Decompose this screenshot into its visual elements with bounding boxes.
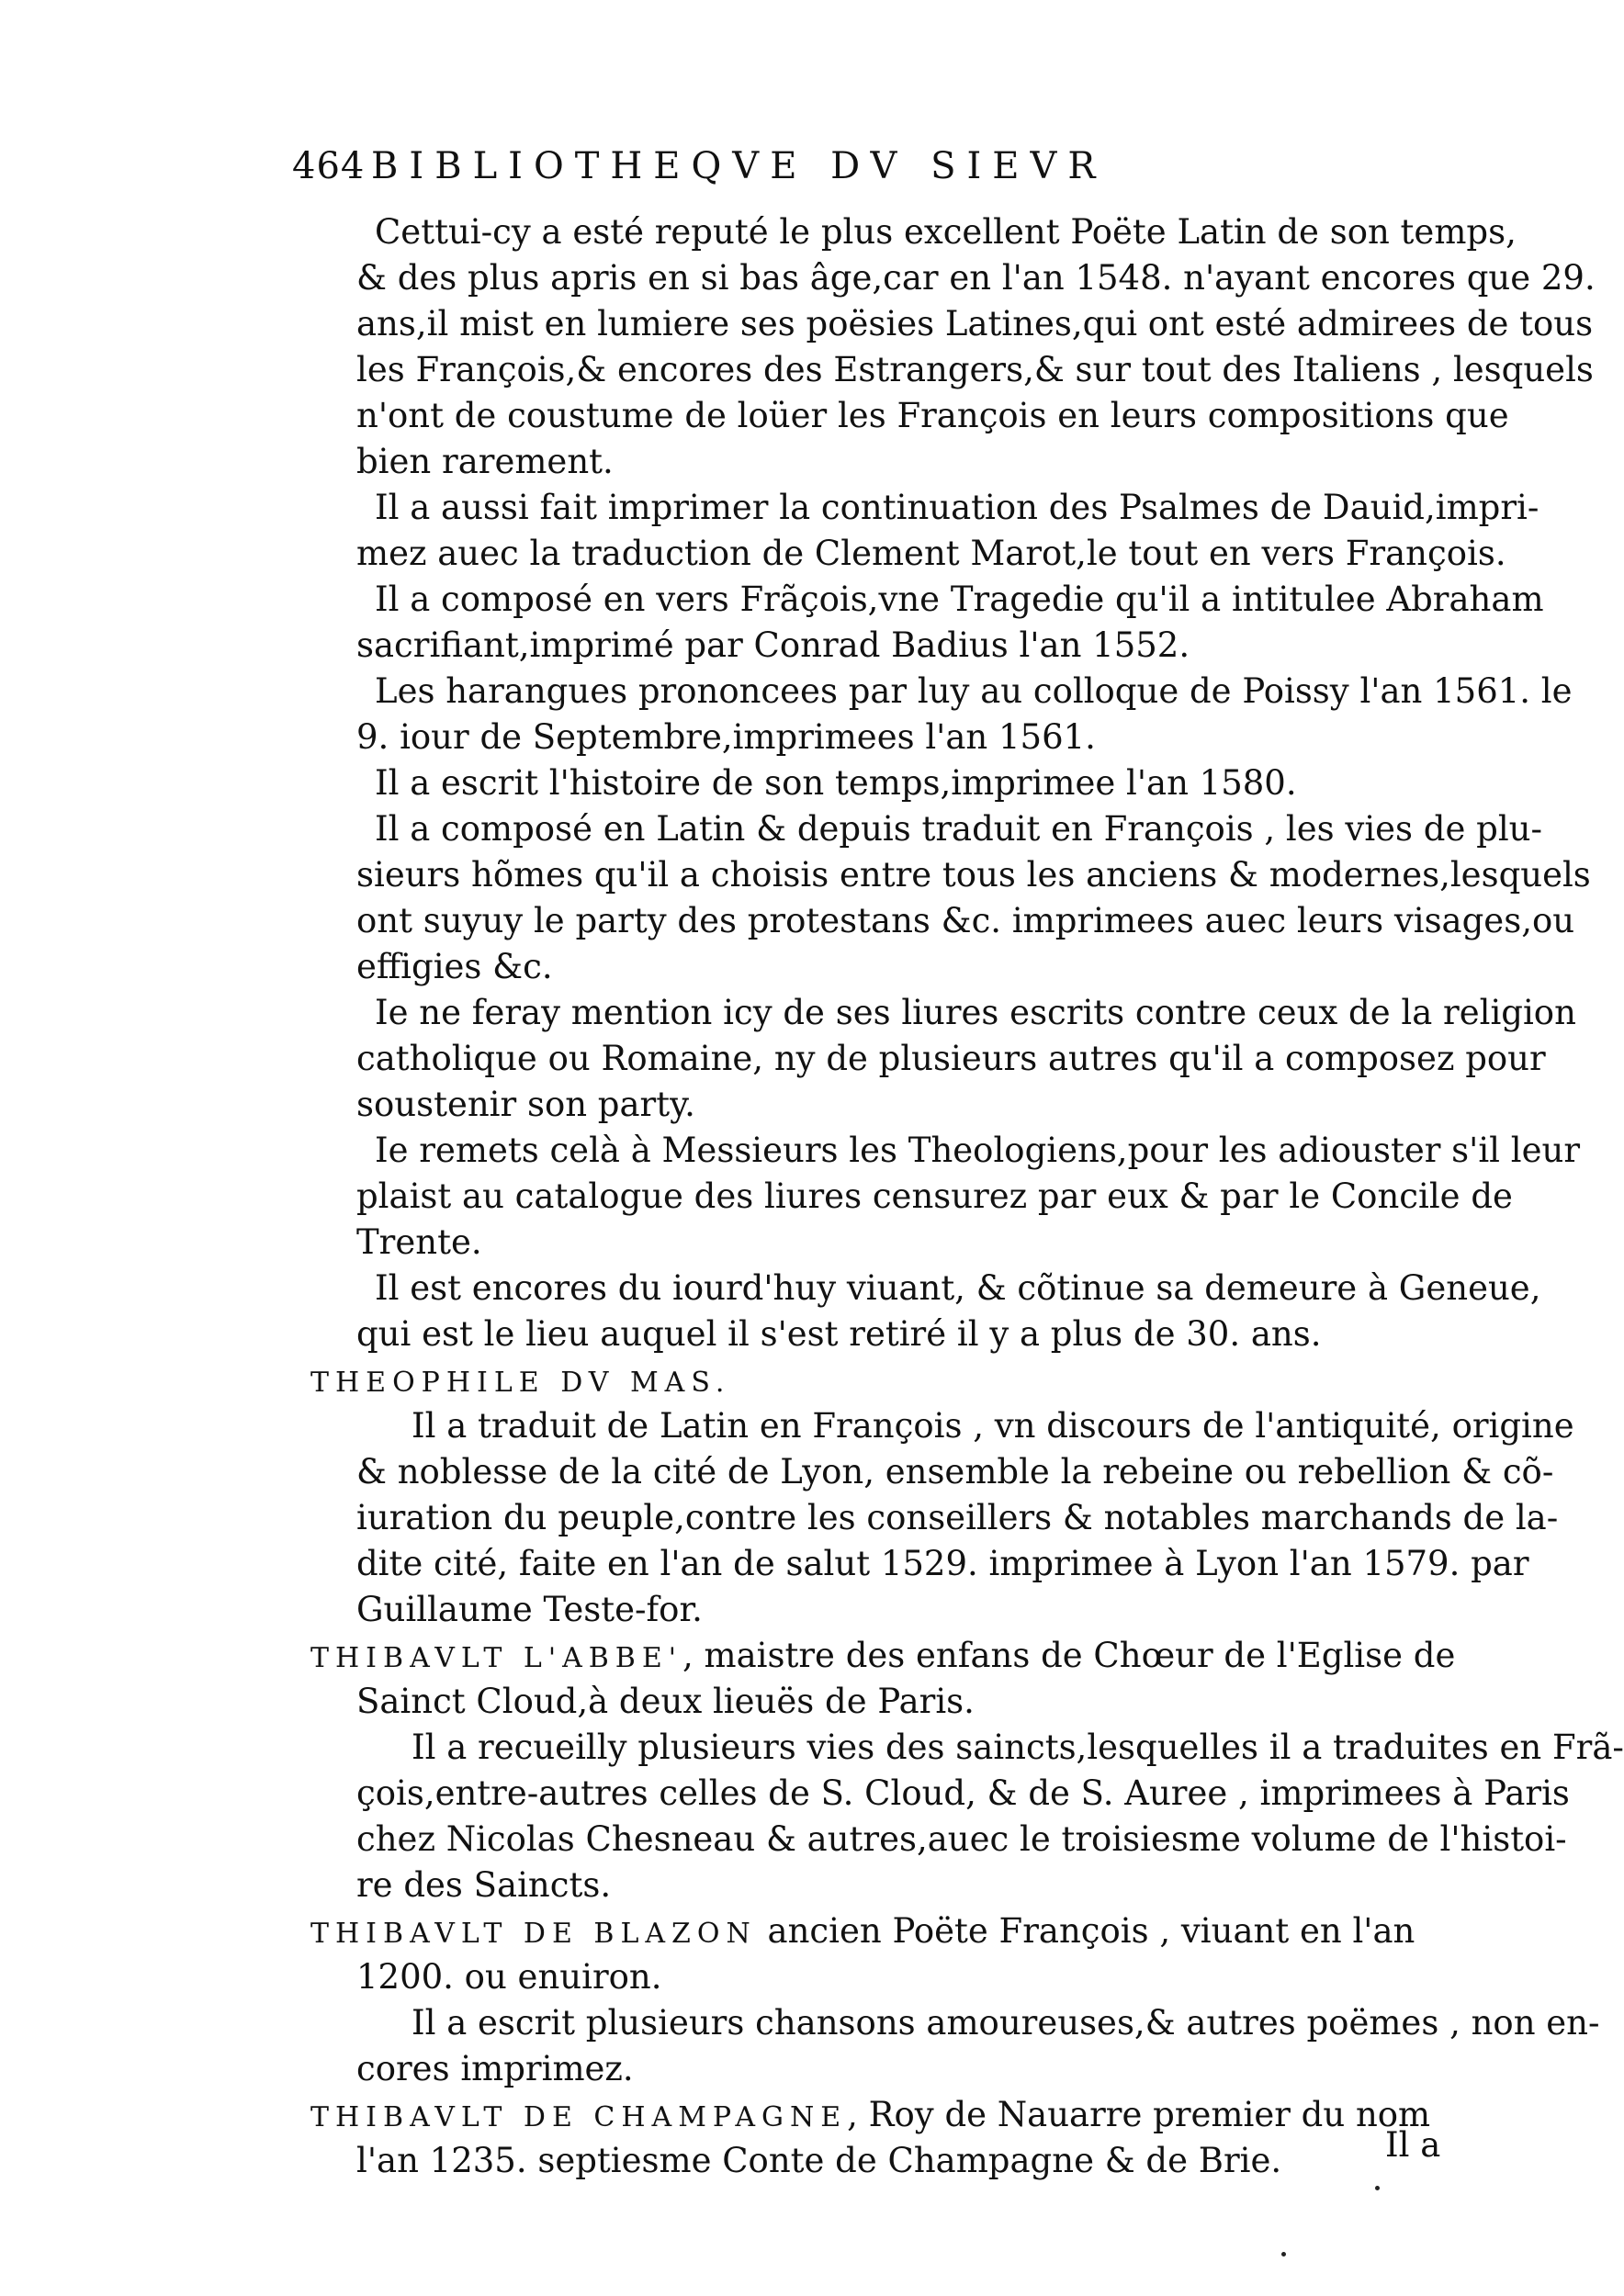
text-line: chez Nicolas Chesneau & autres,auec le troisiesme volume de l'histoi- <box>356 1819 1567 1859</box>
page-body <box>310 209 1624 2184</box>
text-line: qui est le lieu auquel il s'est retiré il y a plus de 30. ans. <box>356 1314 1322 1354</box>
text-line: & des plus apris en si bas âge,car en l'an 1548. n'ayant encores que 29. <box>356 258 1596 298</box>
text-line: plaist au catalogue des liures censurez par eux & par le Concile de <box>356 1176 1513 1216</box>
text-line: re des Saincts. <box>356 1865 612 1905</box>
ink-speck <box>1281 2252 1286 2257</box>
text-line: iuration du peuple,contre les conseillers & notables marchands de la- <box>356 1498 1559 1537</box>
text-line: Trente. <box>356 1222 482 1262</box>
author-name: THIBAVLT DE CHAMPAGNE <box>310 2101 848 2133</box>
text-line: ont suyuy le party des protestans &c. imprimees auec leurs visages,ou <box>356 901 1575 940</box>
entry-heading-line: THIBAVLT DE CHAMPAGNE, Roy de Nauarre premier du nom <box>310 2095 1431 2134</box>
text-line: çois,entre-autres celles de S. Cloud, & de S. Auree , imprimees à Paris <box>356 1773 1570 1813</box>
entry-heading-line <box>310 1357 1422 1403</box>
ink-speck <box>1375 2186 1380 2190</box>
entry-heading-line: THIBAVLT L'ABBE', maistre des enfans de Chœur de l'Eglise de <box>310 1636 1456 1675</box>
text-line: Il a composé en vers Frãçois,vne Tragedie qu'il a intitulee Abraham <box>375 580 1544 619</box>
text-line: Ie ne feray mention icy de ses liures escrits contre ceux de la religion <box>375 993 1576 1032</box>
text-line: Il a escrit plusieurs chansons amoureuses,& autres poëmes , non en- <box>412 2003 1600 2043</box>
text-line: mez auec la traduction de Clement Marot,le tout en vers François. <box>356 534 1506 573</box>
text-line: Sainct Cloud,à deux lieuës de Paris. <box>356 1682 975 1721</box>
text-line: effigies &c. <box>356 947 553 986</box>
author-name: THIBAVLT L'ABBE' <box>310 1642 682 1674</box>
entry-heading-line: THIBAVLT DE BLAZON ancien Poëte François , viuant en l'an <box>310 1911 1415 1951</box>
page-header <box>292 145 1247 209</box>
text-line: Les harangues prononcees par luy au colloque de Poissy l'an 1561. le <box>375 671 1573 711</box>
author-name: THIBAVLT DE BLAZON <box>310 1918 757 1950</box>
text-line: catholique ou Romaine, ny de plusieurs autres qu'il a composez pour <box>356 1039 1546 1078</box>
text-line: Il est encores du iourd'huy viuant, & cõtinue sa demeure à Geneue, <box>375 1268 1541 1308</box>
text-line: Cettui-cy a esté reputé le plus excellent Poëte Latin de son temps, <box>375 212 1517 252</box>
text-line: cores imprimez. <box>356 2049 634 2088</box>
text-line: Il a escrit l'histoire de son temps,imprimee l'an 1580. <box>375 763 1297 803</box>
text-line: Il a traduit de Latin en François , vn discours de l'antiquité, origine <box>412 1406 1574 1446</box>
catchword: Il a <box>1385 2125 1441 2165</box>
text-line: Ie remets celà à Messieurs les Theologiens,pour les adiouster s'il leur <box>375 1131 1581 1170</box>
text-line: & noblesse de la cité de Lyon, ensemble la rebeine ou rebellion & cõ- <box>356 1452 1554 1491</box>
text-line: Il a composé en Latin & depuis traduit en François , les vies de plu- <box>375 809 1542 849</box>
text-line: l'an 1235. septiesme Conte de Champagne & de Brie. <box>356 2141 1282 2180</box>
text-line: Il a aussi fait imprimer la continuation des Psalmes de Dauid,impri- <box>375 488 1539 527</box>
text-line: dite cité, faite en l'an de salut 1529. imprimee à Lyon l'an 1579. par <box>356 1544 1529 1583</box>
text-line: Il a recueilly plusieurs vies des saincts,lesquelles il a traduites en Frã- <box>412 1728 1624 1767</box>
text-line: sacrifiant,imprimé par Conrad Badius l'an 1552. <box>356 625 1190 665</box>
text-line: bien rarement. <box>356 442 614 481</box>
text-line: 1200. ou enuiron. <box>356 1957 662 1997</box>
text-line: 9. iour de Septembre,imprimees l'an 1561. <box>356 717 1096 757</box>
author-name: THEOPHILE DV MAS. <box>310 1367 731 1399</box>
running-head: BIBLIOTHEQVE DV SIEVR <box>371 145 1107 187</box>
text-line: Guillaume Teste-for. <box>356 1590 703 1629</box>
text-line: soustenir son party. <box>356 1085 695 1124</box>
text-line: sieurs hõmes qu'il a choisis entre tous les anciens & modernes,lesquels <box>356 855 1591 895</box>
page-number: 464 <box>292 145 366 187</box>
text-line: ans,il mist en lumiere ses poësies Latines,qui ont esté admirees de tous <box>356 304 1594 343</box>
text-line: n'ont de coustume de loüer les François en leurs compositions que <box>356 396 1509 435</box>
text-line: les François,& encores des Estrangers,& sur tout des Italiens , lesquels <box>356 350 1594 389</box>
